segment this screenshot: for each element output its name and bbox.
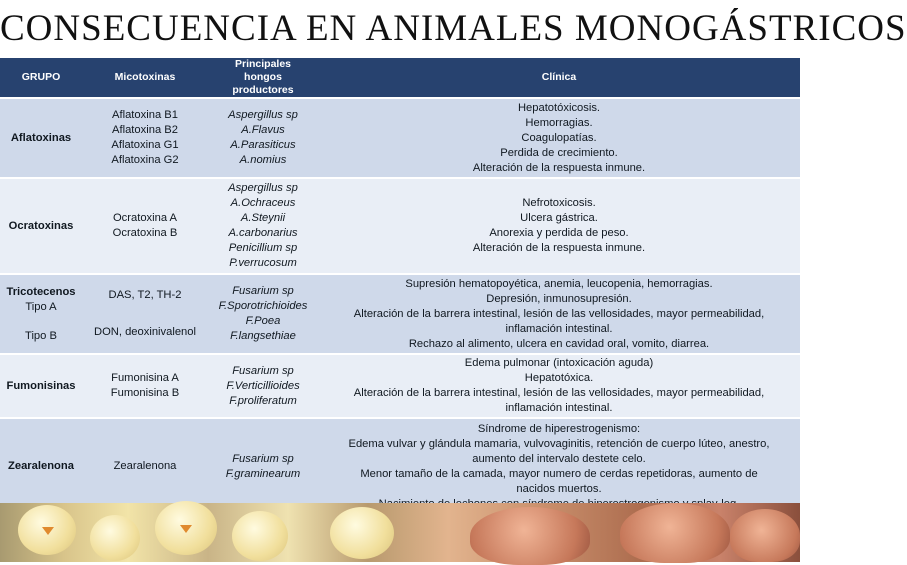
column-header-micotoxinas: Micotoxinas xyxy=(82,58,208,98)
fungi-list: Aspergillus sp A.Flavus A.Parasiticus A.nomius xyxy=(208,98,318,178)
group-name: Fumonisinas xyxy=(0,354,82,418)
subgroup-tipo-a: Tipo A xyxy=(25,300,57,313)
piglet-image xyxy=(730,509,800,562)
fungi-list: Fusarium sp F.Verticillioides F.proliferatum xyxy=(208,354,318,418)
toxin-list: Zearalenona xyxy=(82,418,208,514)
fungi-list: Fusarium sp F.graminearum xyxy=(208,418,318,514)
chick-image xyxy=(232,511,288,561)
table-header-row xyxy=(0,58,800,98)
chick-beak xyxy=(42,527,54,535)
group-name: Aflatoxinas xyxy=(0,98,82,178)
group-cell xyxy=(0,274,82,354)
clinic-list: Supresión hematopoyética, anemia, leucopenia, hemorragias. Depresión, inmunosupresión. Alteración de la barrera intestinal, lesión de las vellosidades, mayor permeabilidad, inflamación intestinal. Rechazo al alimento, ulcera en cavidad oral, vomito, diarrea. xyxy=(318,274,800,354)
toxin-list: DAS, T2, TH-2 DON, deoxinivalenol xyxy=(82,274,208,354)
table-row-ocratoxinas xyxy=(0,178,800,274)
piglet-image xyxy=(620,503,730,563)
fungi-list: Fusarium sp F.Sporotrichioides F.Poea F.langsethiae xyxy=(208,274,318,354)
chick-image xyxy=(90,515,140,561)
chick-beak xyxy=(180,525,192,533)
table-row-tricotecenos xyxy=(0,274,800,354)
page-title: CONSECUENCIA EN ANIMALES MONOGÁSTRICOS xyxy=(0,8,907,49)
group-name: Tricotecenos xyxy=(6,285,76,298)
mycotoxin-table xyxy=(0,58,800,514)
group-name: Zearalenona xyxy=(0,418,82,514)
clinic-list: Edema pulmonar (intoxicación aguda) Hepatotóxica. Alteración de la barrera intestinal, lesión de las vellosidades, mayor permeabilidad, inflamación intestinal. xyxy=(318,354,800,418)
toxin-list: Aflatoxina B1 Aflatoxina B2 Aflatoxina G1 Aflatoxina G2 xyxy=(82,98,208,178)
toxin-list: Fumonisina A Fumonisina B xyxy=(82,354,208,418)
group-name: Ocratoxinas xyxy=(0,178,82,274)
clinic-list: Nefrotoxicosis. Ulcera gástrica. Anorexia y perdida de peso. Alteración de la respuesta inmune. xyxy=(318,178,800,274)
clinic-list: Hepatotóxicosis. Hemorragias. Coagulopatías. Perdida de crecimiento. Alteración de la respuesta inmune. xyxy=(318,98,800,178)
clinic-list: Síndrome de hiperestrogenismo: Edema vulvar y glándula mamaria, vulvovaginitis, retención de cuerpo lúteo, anestro, aumento del intervalo destete celo. Menor tamaño de la camada, mayor numero de cerdas repetidoras, aumento de nacidos muertos. xyxy=(318,418,800,514)
chick-image xyxy=(330,507,394,559)
column-header-grupo: GRUPO xyxy=(0,58,82,98)
table-row-fumonisinas xyxy=(0,354,800,418)
table-row-aflatoxinas xyxy=(0,98,800,178)
table-row-zearalenona xyxy=(0,418,800,514)
column-header-hongos: Principales hongos productores xyxy=(208,58,318,98)
piglet-image xyxy=(470,507,590,565)
fungi-list: Aspergillus sp A.Ochraceus A.Steynii A.carbonarius Penicillium sp P.verrucosum xyxy=(208,178,318,274)
animals-photo-strip xyxy=(0,503,800,562)
toxin-list: Ocratoxina A Ocratoxina B xyxy=(82,178,208,274)
subgroup-tipo-b: Tipo B xyxy=(25,329,57,342)
column-header-clinica: Clínica xyxy=(318,58,800,98)
